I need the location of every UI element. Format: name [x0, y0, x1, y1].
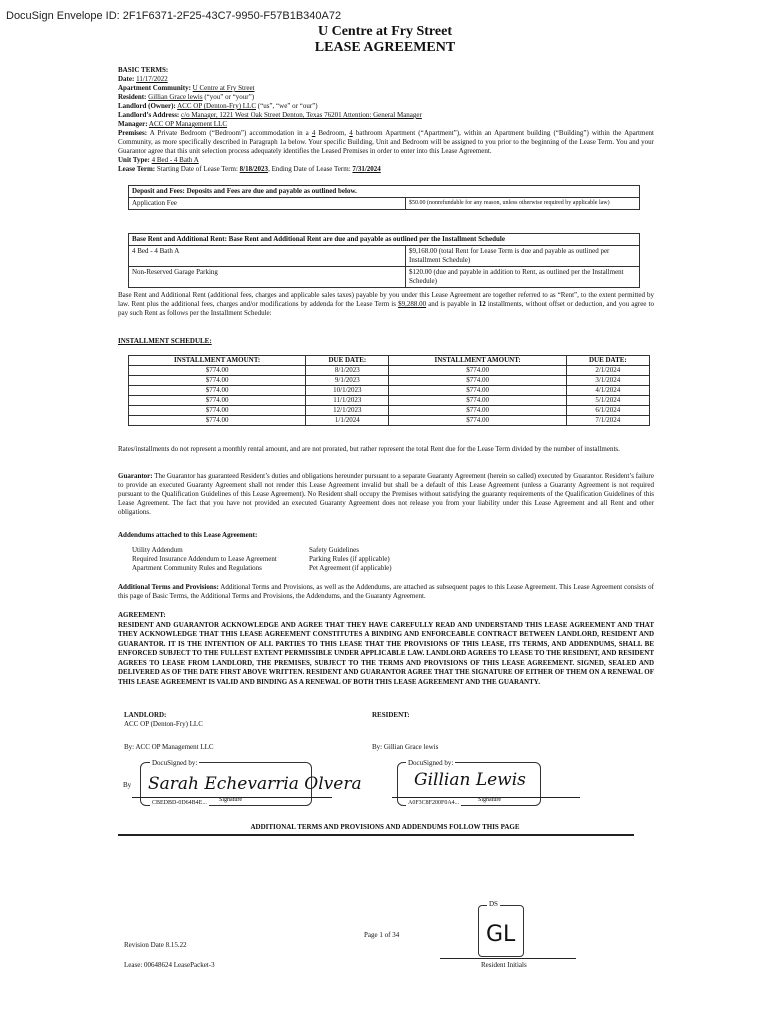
addendum-item: Utility Addendum — [132, 546, 183, 554]
addendum-item: Safety Guidelines — [309, 546, 359, 554]
table-row — [129, 366, 650, 376]
revision-date: Revision Date 8.15.22 — [124, 941, 187, 949]
addendums-right — [309, 546, 392, 573]
resident-by: By: Gillian Grace lewis — [372, 743, 439, 751]
installment-amount-cell: $774.00 — [129, 376, 306, 386]
rent-item: Non-Reserved Garage Parking — [129, 267, 406, 288]
resident-docusigned-label: DocuSigned by: — [408, 759, 454, 767]
installment-amount-cell: $774.00 — [389, 376, 566, 386]
landlord-signature-id: CBEDBD-0D64B4E... — [152, 800, 207, 806]
col-due-1: DUE DATE: — [306, 356, 389, 366]
rent-item: 4 Bed - 4 Bath A — [129, 246, 406, 267]
table-row — [129, 376, 650, 386]
addendum-item: Pet Agreement (if applicable) — [309, 564, 392, 572]
landlord-by: By: ACC OP Management LLC — [124, 743, 214, 751]
deposits-table — [128, 185, 640, 210]
premises-line: Premises: A Private Bedroom (“Bedroom”) accommodation in a 4 Bedroom, 4 bathroom Apartment (“Apartment”), within an Apartment building (“Building”) within the Apartment Community, as more specifically described in Paragraph 1a below. Your specific Building, Unit and Bedroom will be assigned to you prior to the beginning of the Lease Term. You and your Guarantor agree that this unit selection process adequately identifies the Leased Premises in order to enter into this Lease Agreement. — [118, 129, 655, 155]
due-date-cell: 11/1/2023 — [306, 396, 389, 406]
resident-signature-caption: Signature — [478, 797, 501, 803]
landlord-address-line: Landlord’s Address: c/o Manager, 1221 West Oak Street Denton, Texas 76201 Attention: General Manager — [118, 111, 422, 119]
lease-id: Lease: 00648624 LeasePacket-3 — [124, 961, 215, 969]
installment-amount-cell: $774.00 — [129, 406, 306, 416]
landlord-docusigned-label: DocuSigned by: — [152, 759, 198, 767]
resident-initials-mark: GL — [486, 922, 516, 947]
deposits-header: Deposit and Fees: Deposits and Fees are due and payable as outlined below. — [129, 186, 640, 198]
due-date-cell: 6/1/2024 — [566, 406, 649, 416]
landlord-by-label: By — [123, 781, 132, 789]
initials-line — [440, 958, 576, 959]
agreement-text: RESIDENT AND GUARANTOR ACKNOWLEDGE AND AGREE THAT THEY HAVE CAREFULLY READ AND UNDERSTAND THIS LEASE AGREEMENT AND THAT THEY ACKNOWLEDGE THAT THIS LEASE AGREEMENT CONSTITUTES A BINDING AND ENFORCEABLE CONTRACT BETWEEN LANDLORD, RESIDENT AND GUARANTOR. IT IS THE INTENTION OF ALL PARTIES TO THIS LEASE THAT THE PROVISIONS OF THIS LEASE, ITS TERMS, AND ADDENDUMS, SHALL BE ENFORCED SUBJECT TO THE FULLEST EXTENT PERMISSIBLE UNDER APPLICABLE LAW. LANDLORD AGREES TO LEASE TO THE RESIDENT, AND RESIDENT AGREES TO LEASE FROM LANDLORD, THE PREMISES, SUBJECT TO THE TERMS AND PROVISIONS OF THIS LEASE AGREEMENT. SIGNED, SEALED AND DELIVERED AS OF THE DATE FIRST ABOVE WRITTEN. RESIDENT AND GUARANTOR AGREE THAT THE SIGNATURE OF EITHER OF THEM ON A RENEWAL OF THIS LEASE AGREEMENT IS VALID AND BINDING AS A RENEWAL OF BOTH THIS LEASE AGREEMENT AND THE GUARANTY. — [118, 620, 654, 686]
envelope-id: DocuSign Envelope ID: 2F1F6371-2F25-43C7-9950-F57B1B340A72 — [6, 10, 342, 22]
installment-amount-cell: $774.00 — [129, 386, 306, 396]
installment-amount-cell: $774.00 — [129, 366, 306, 376]
due-date-cell: 12/1/2023 — [306, 406, 389, 416]
resident-line: Resident: Gillian Grace lewis (“you” or “your”) — [118, 93, 255, 101]
table-row — [129, 246, 640, 267]
due-date-cell: 3/1/2024 — [566, 376, 649, 386]
unit-type-line: Unit Type: 4 Bed - 4 Bath A — [118, 156, 199, 164]
table-row — [129, 416, 650, 426]
resident-signature-id: A0F3C8F200F0A4... — [408, 800, 460, 806]
basic-terms — [118, 66, 654, 174]
rates-note: Rates/installments do not represent a monthly rental amount, and are not prorated, but rather represent the total Rent due for the Lease Term divided by the number of installments. — [118, 445, 620, 453]
landlord-signature-caption: Signature — [219, 797, 242, 803]
installment-amount-cell: $774.00 — [389, 406, 566, 416]
ds-label: DS — [489, 900, 498, 908]
due-date-cell: 7/1/2024 — [566, 416, 649, 426]
table-row — [129, 267, 640, 288]
manager-line: Manager: ACC OP Management LLC — [118, 120, 228, 128]
follow-note: ADDITIONAL TERMS AND PROVISIONS AND ADDENDUMS FOLLOW THIS PAGE — [250, 823, 520, 831]
rent-header: Base Rent and Additional Rent: Base Rent and Additional Rent are due and payable as outlined per the Installment Schedule — [129, 234, 640, 246]
document-subtitle: LEASE AGREEMENT — [314, 40, 456, 55]
page-number: Page 1 of 34 — [364, 931, 400, 939]
table-row — [129, 386, 650, 396]
deposit-amount: $50.00 (nonrefundable for any reason, unless otherwise required by applicable law) — [406, 198, 640, 210]
follow-note-rule — [118, 834, 634, 836]
col-due-2: DUE DATE: — [566, 356, 649, 366]
resident-signature: Gillian Lewis — [414, 770, 526, 790]
installment-amount-cell: $774.00 — [129, 396, 306, 406]
due-date-cell: 9/1/2023 — [306, 376, 389, 386]
due-date-cell: 4/1/2024 — [566, 386, 649, 396]
addendum-item: Required Insurance Addendum to Lease Agreement — [132, 555, 277, 563]
agreement-section — [118, 611, 654, 687]
additional-terms: Additional Terms and Provisions: Additional Terms and Provisions, as well as the Addendums, are attached as subsequent pages to this Lease Agreement. This Lease Agreement consists of this page of Basic Terms, the Additional Terms and Provisions, the Addendums, and the Guaranty Agreement. — [118, 583, 654, 600]
installment-amount-cell: $774.00 — [129, 416, 306, 426]
resident-initials-label: Resident Initials — [481, 961, 527, 969]
addendums-left — [132, 546, 277, 573]
installment-amount-cell: $774.00 — [389, 386, 566, 396]
due-date-cell: 5/1/2024 — [566, 396, 649, 406]
landlord-heading: LANDLORD: — [124, 711, 167, 719]
addendum-item: Parking Rules (if applicable) — [309, 555, 390, 563]
installment-amount-cell: $774.00 — [389, 416, 566, 426]
rent-paragraph: Base Rent and Additional Rent (additional fees, charges and applicable sales taxes) payable by you under this Lease Agreement are together referred to as “Rent”, to the extent permitted by law. Rent plus the additional fees, charges and/or modifications by addenda for the Lease Term is $9,288.00 and is payable in 12 installments, without offset or deduction, and you agree to pay such Rent as follows per the Installment Schedule: — [118, 291, 654, 317]
deposit-item: Application Fee — [129, 198, 406, 210]
document-title: U Centre at Fry Street — [318, 24, 452, 39]
resident-heading: RESIDENT: — [372, 711, 410, 719]
addendum-item: Apartment Community Rules and Regulations — [132, 564, 262, 572]
installment-amount-cell: $774.00 — [389, 366, 566, 376]
landlord-signature: Sarah Echevarria Olvera — [148, 774, 362, 794]
landlord-name: ACC OP (Denton-Fry) LLC — [124, 720, 203, 728]
basic-terms-heading: BASIC TERMS: — [118, 66, 169, 74]
table-row — [129, 198, 640, 210]
due-date-cell: 2/1/2024 — [566, 366, 649, 376]
installment-amount-cell: $774.00 — [389, 396, 566, 406]
guarantor-paragraph: Guarantor: The Guarantor has guaranteed Resident’s duties and obligations hereunder pursuant to a separate Guaranty Agreement (herein so called) executed by Guarantor. Resident’s failure to provide an executed Guaranty Agreement shall not render this Lease Agreement invalid but shall be a default of this Lease Agreement (unless a Guaranty Agreement is not required pursuant to the Qualification Guidelines of this Lease Agreement). No Resident shall occupy the Premises without satisfying the guaranty requirements of the Qualification Guidelines of this Lease Agreement. The fact that you have not provided an executed Guaranty Agreement does not release you from your liability under this Lease Agreement and all Rent and other obligations. — [118, 472, 654, 516]
table-row — [129, 406, 650, 416]
date-line: Date: 11/17/2022 — [118, 75, 168, 83]
due-date-cell: 10/1/2023 — [306, 386, 389, 396]
rent-amount: $9,168.00 (total Rent for Lease Term is due and payable as outlined per Installment Schedule) — [406, 246, 640, 267]
due-date-cell: 8/1/2023 — [306, 366, 389, 376]
community-line: Apartment Community: U Centre at Fry Street — [118, 84, 255, 92]
table-row — [129, 396, 650, 406]
addendums-heading: Addendums attached to this Lease Agreement: — [118, 531, 258, 539]
col-amount-1: INSTALLMENT AMOUNT: — [129, 356, 306, 366]
rent-table — [128, 233, 640, 288]
installment-table — [128, 355, 650, 426]
col-amount-2: INSTALLMENT AMOUNT: — [389, 356, 566, 366]
lease-term-line: Lease Term: Starting Date of Lease Term: 8/18/2023, Ending Date of Lease Term: 7/31/2024 — [118, 165, 381, 173]
rent-amount: $120.00 (due and payable in addition to Rent, as outlined per the Installment Schedule) — [406, 267, 640, 288]
landlord-line: Landlord (Owner): ACC OP (Denton-Fry) LLC (“us”, “we” or “our”) — [118, 102, 318, 110]
installment-heading: INSTALLMENT SCHEDULE: — [118, 337, 212, 345]
due-date-cell: 1/1/2024 — [306, 416, 389, 426]
agreement-heading: AGREEMENT: — [118, 611, 166, 619]
